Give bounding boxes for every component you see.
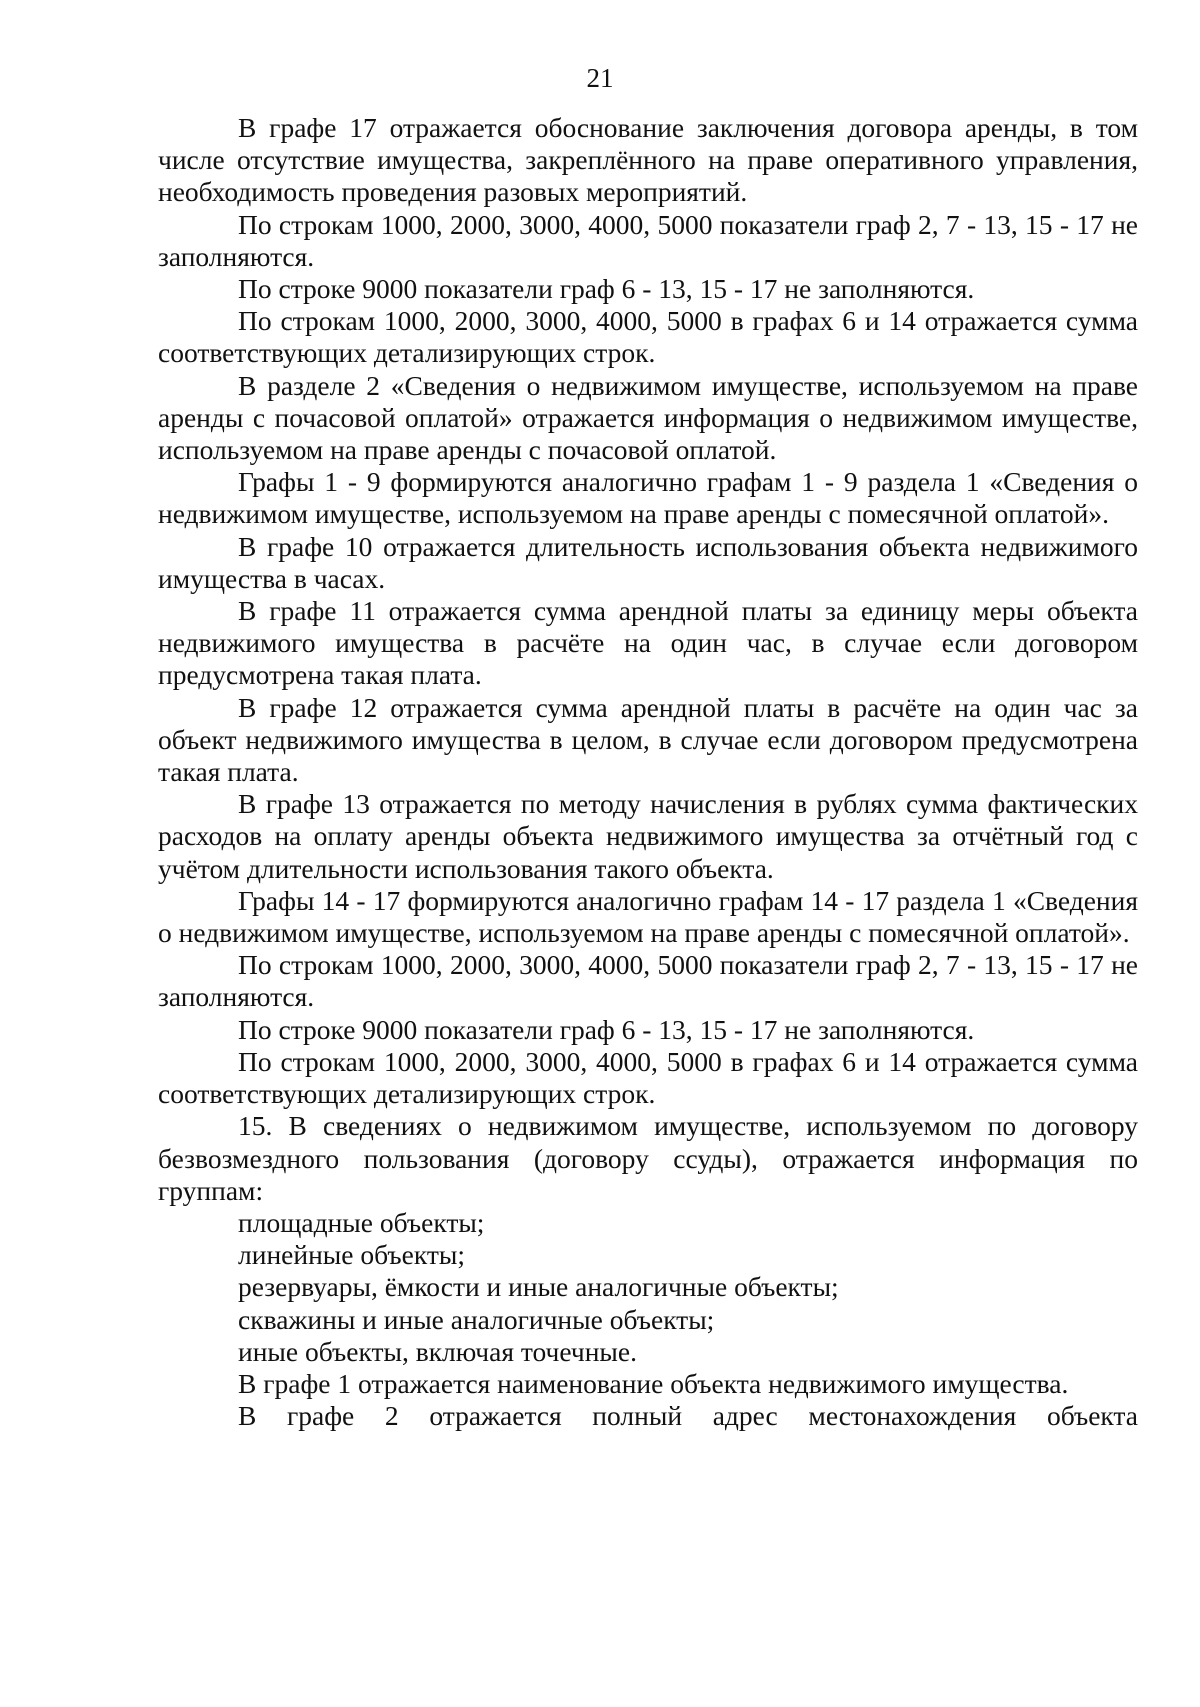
paragraph: По строкам 1000, 2000, 3000, 4000, 5000 показатели граф 2, 7 - 13, 15 - 17 не заполняются. — [158, 949, 1138, 1013]
paragraph: В графе 1 отражается наименование объекта недвижимого имущества. — [238, 1367, 1069, 1399]
paragraph: По строкам 1000, 2000, 3000, 4000, 5000 в графах 6 и 14 отражается сумма соответствующих детализирующих строк. — [158, 1045, 1138, 1110]
list-item: скважины и иные аналогичные объекты; — [238, 1303, 715, 1335]
paragraph: В графе 2 отражается полный адрес местонахождения объекта — [238, 1400, 1138, 1432]
paragraph: В графе 10 отражается длительность использования объекта недвижимого имущества в часах. — [158, 530, 1138, 594]
paragraph: По строкам 1000, 2000, 3000, 4000, 5000 в графах 6 и 14 отражается сумма соответствующих детализирующих строк. — [158, 305, 1138, 369]
list-item: площадные объекты; — [238, 1206, 485, 1238]
paragraph: В разделе 2 «Сведения о недвижимом имуществе, используемом на праве аренды с почасовой оплатой» отражается информация о недвижимом имуществе, используемом на праве аренды с почасовой оплатой. — [158, 369, 1138, 466]
paragraph: Графы 14 - 17 формируются аналогично графам 14 - 17 раздела 1 «Сведения о недвижимом имуществе, используемом на праве аренды с помесячной оплатой». — [158, 884, 1138, 949]
list-item: линейные объекты; — [238, 1239, 465, 1271]
paragraph: Графы 1 - 9 формируются аналогично графам 1 - 9 раздела 1 «Сведения о недвижимом имуществе, используемом на праве аренды с помесячной оплатой». — [158, 466, 1138, 530]
paragraph: По строкам 1000, 2000, 3000, 4000, 5000 показатели граф 2, 7 - 13, 15 - 17 не заполняются. — [158, 208, 1138, 272]
paragraph: В графе 11 отражается сумма арендной платы за единицу меры объекта недвижимого имущества в расчёте на один час, в случае если договором предусмотрена такая плата. — [158, 595, 1138, 691]
paragraph: В графе 17 отражается обоснование заключения договора аренды, в том числе отсутствие имущества, закреплённого на праве оперативного управления, необходимость проведения разовых мероприятий. — [158, 112, 1138, 208]
paragraph: По строке 9000 показатели граф 6 - 13, 15 - 17 не заполняются. — [238, 1013, 975, 1045]
paragraph: 15. В сведениях о недвижимом имуществе, используемом по договору безвозмездного пользования (договору ссуды), отражается информация по группам: — [158, 1110, 1138, 1206]
list-item: иные объекты, включая точечные. — [238, 1335, 637, 1367]
paragraph: В графе 13 отражается по методу начисления в рублях сумма фактических расходов на оплату аренды объекта недвижимого имущества за отчётный год с учётом длительности использования такого объекта. — [158, 788, 1138, 884]
list-item: резервуары, ёмкости и иные аналогичные объекты; — [238, 1271, 839, 1303]
paragraph: По строке 9000 показатели граф 6 - 13, 15 - 17 не заполняются. — [238, 273, 975, 305]
paragraph: В графе 12 отражается сумма арендной платы в расчёте на один час за объект недвижимого имущества в целом, в случае если договором предусмотрена такая плата. — [158, 691, 1138, 788]
page-number: 21 — [586, 63, 614, 93]
document-body — [158, 112, 1138, 1432]
